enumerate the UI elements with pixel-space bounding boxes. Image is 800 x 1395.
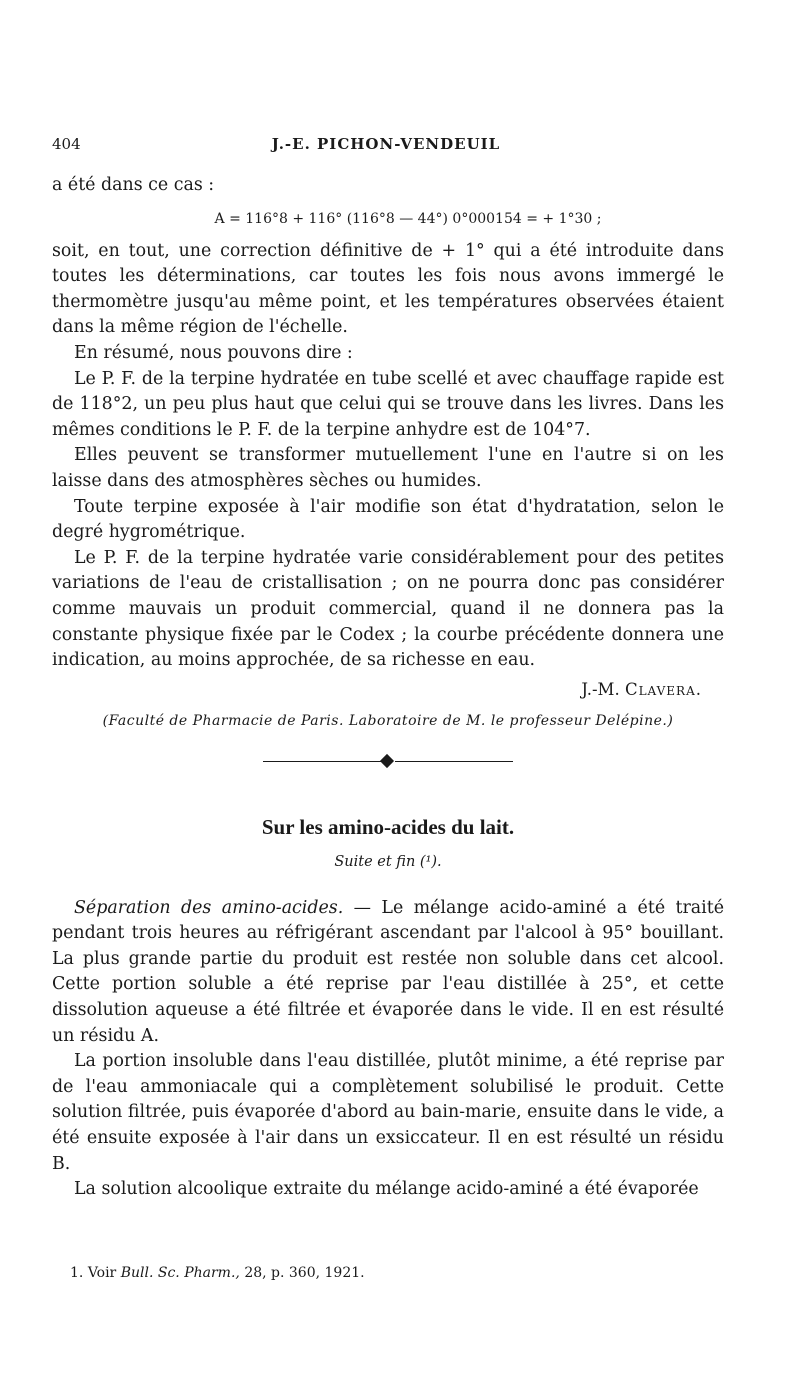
paragraph: Le P. F. de la terpine hydratée varie considérablement pour des petites variations de l'eau de cristallisation ; on ne pourra donc pas considérer comme mauvais un produit commercial, quand il ne donnera pas la constante physique fixée par le Codex ; la courbe précédente donnera une indication, au moins approchée, de sa richesse en eau. [52, 547, 724, 671]
paragraph-text: — Le mélange acido-aminé a été traité pendant trois heures au réfrigérant ascendant par l'alcool à 95° bouillant. La plus grande partie du produit est restée non soluble dans cet alcool. Cette portion soluble a été reprise par l'eau distillée à 25°, et cette dissolution aqueuse a été filtrée et évaporée dans le vide. Il en est résulté un résidu A. [52, 897, 725, 1046]
paragraph: En résumé, nous pouvons dire : [74, 342, 353, 363]
paragraph: La portion insoluble dans l'eau distillée, plutôt minime, a été reprise par de l'eau ammoniacale qui a complètement solubilisé le produit. Cette solution filtrée, puis évaporée d'abord au bain-marie, ensuite dans le vide, a été ensuite exposée à l'air dans un exsiccateur. Il en est résulté un résidu B. [52, 1051, 724, 1174]
footnote-number: 1. [70, 1265, 84, 1281]
separator-line-right [395, 761, 513, 762]
signature-name: Clavera. [624, 679, 702, 699]
intro-line: a été dans ce cas : [52, 175, 215, 195]
section-subtitle: Suite et fin (¹). [334, 853, 442, 870]
formula: A = 116°8 + 116° (116°8 — 44°) 0°000154 = + 1°30 ; [214, 210, 602, 227]
paragraph: soit, en tout, une correction définitive de + 1° qui a été introduite dans toutes les déterminations, car toutes les fois nous avons immergé le thermomètre jusqu'au même point, et les températures observées étaient dans la même région de l'échelle. [52, 240, 724, 338]
footnote-journal: Bull. Sc. Pharm., [120, 1265, 240, 1281]
section-title: Sur les amino-acides du lait. [261, 814, 515, 839]
article-body [52, 173, 724, 1203]
paragraph [52, 896, 724, 1050]
paragraph: Elles peuvent se transformer mutuellement l'une en l'autre si on les laisse dans des atmosphères sèches ou humides. [52, 445, 724, 491]
paragraph-lead: Séparation des amino-acides. [74, 897, 344, 918]
paragraph: La solution alcoolique extraite du mélange acido-aminé a été évaporée [74, 1179, 699, 1200]
signature-initials: J.-M. [581, 679, 620, 699]
page-number: 404 [52, 135, 81, 153]
separator-line-left [263, 761, 381, 762]
author-signature [52, 680, 702, 699]
paragraph: Le P. F. de la terpine hydratée en tube scellé et avec chauffage rapide est de 118°2, un peu plus haut que celui qui se trouve dans les livres. Dans les mêmes conditions le P. F. de la terpine anhydre est de 104°7. [52, 368, 724, 440]
section-separator [263, 753, 513, 771]
paragraph: Toute terpine exposée à l'air modifie son état d'hydratation, selon le degré hygrométrique. [52, 496, 724, 543]
page-header [52, 135, 720, 157]
affiliation: (Faculté de Pharmacie de Paris. Laboratoire de M. le professeur Delépine.) [102, 712, 674, 729]
footnote-prefix: Voir [87, 1265, 117, 1281]
footnote-ref: 28, p. 360, 1921. [244, 1265, 365, 1281]
diamond-icon [380, 754, 394, 768]
running-head: J.-E. PICHON-VENDEUIL [271, 135, 501, 153]
footnote [70, 1265, 365, 1281]
